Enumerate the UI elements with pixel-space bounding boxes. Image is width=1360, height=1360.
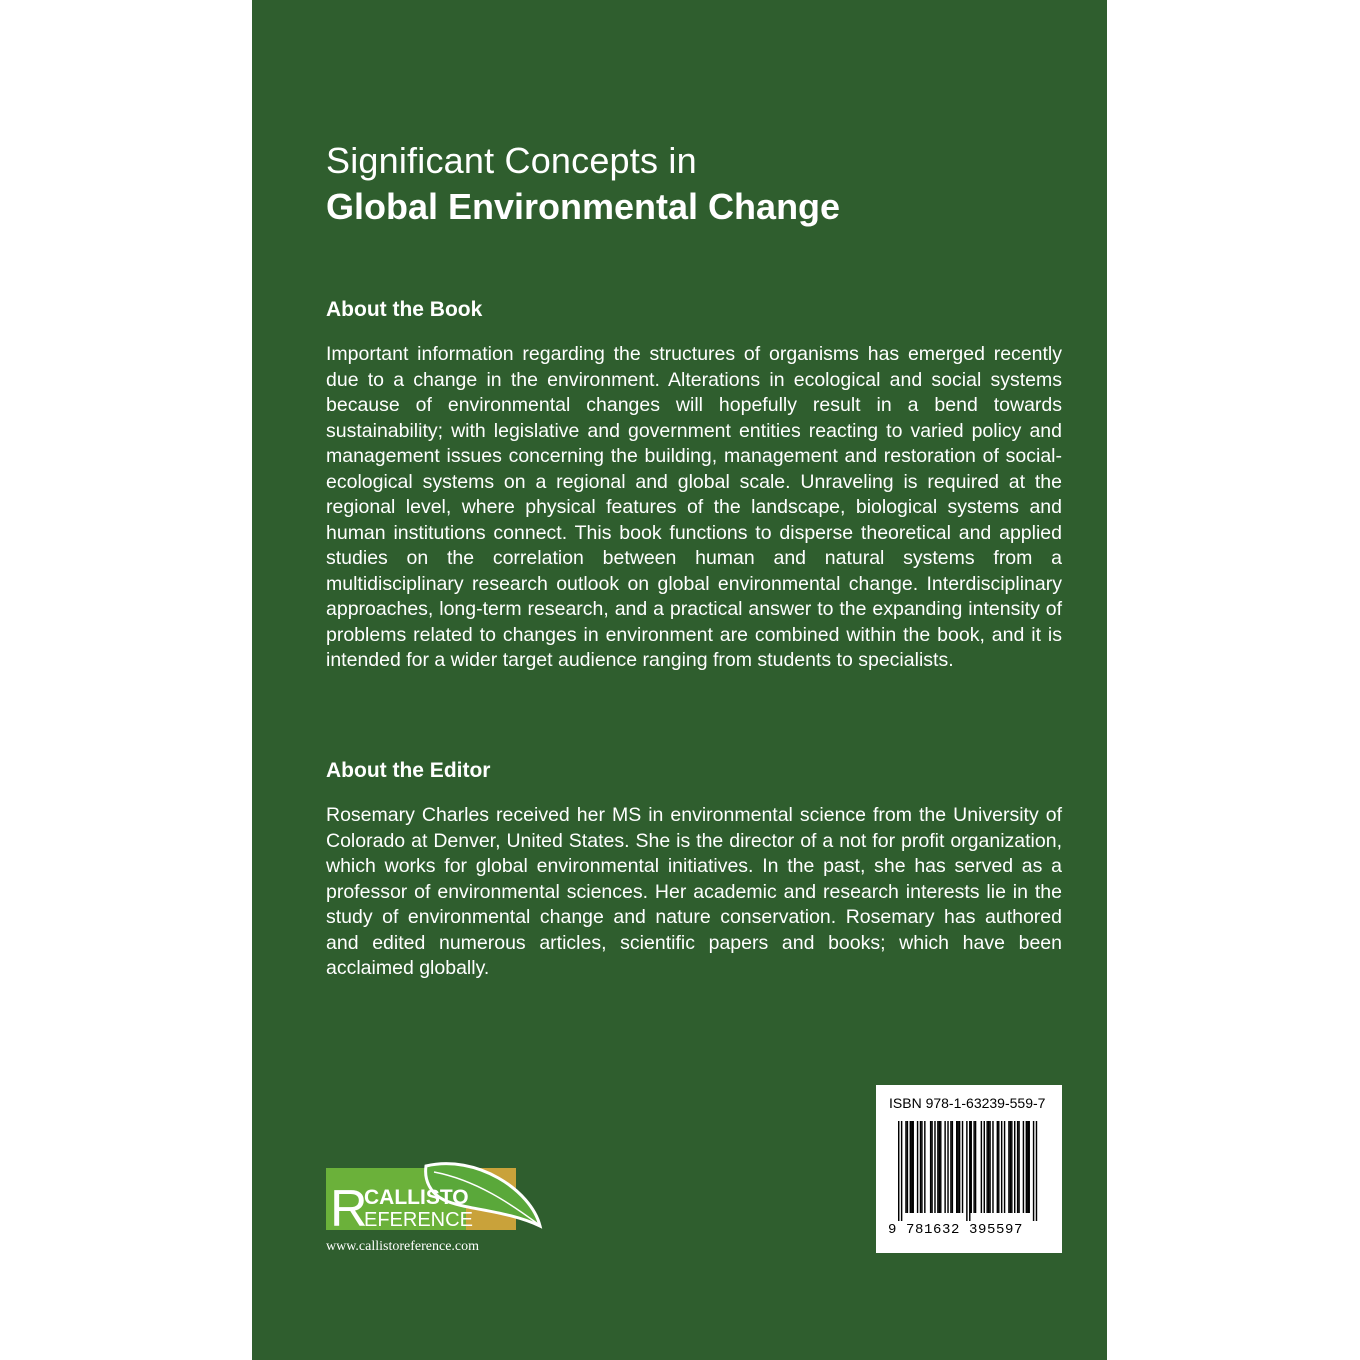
about-book-heading: About the Book [326,298,483,321]
barcode-bar [924,1121,925,1213]
barcode-bar [1026,1121,1027,1213]
barcode-bar [973,1121,974,1213]
barcode-bar [913,1121,914,1213]
barcode-bar [998,1121,999,1213]
barcode-bar [898,1121,899,1221]
barcode-bar [962,1121,963,1213]
barcode-bar [901,1121,902,1221]
barcode-digits: 9 781632 395597 [888,1222,1024,1238]
barcode-bar [930,1121,931,1213]
barcode-bar [969,1121,970,1221]
barcode-bar [989,1121,990,1213]
barcode-bar [1008,1121,1009,1213]
barcode-bar [947,1121,948,1213]
barcode-bar [1018,1121,1019,1213]
barcode-bar [1027,1121,1028,1213]
barcode-bar [984,1121,985,1213]
logo-letter: R [330,1180,368,1238]
barcode-bar [1017,1121,1018,1213]
about-book-text: Important information regarding the structures of organisms has emerged recently due to a change in the environment. Alterations in ecological and social systems because of environmental changes will hopefully result in a bend towards sustainability; with legislative and government entities reacting to varied policy and management issues concerning the building, management and restoration of social-ecological systems on a regional and global scale. Unraveling is required at the regional level, where physical features of the landscape, biological systems and human institutions connect. This book functions to disperse theoretical and applied studies on the correlation between human and natural systems from a multidisciplinary research outlook on global environmental change. Interdisciplinary approaches, long-term research, and a practical answer to the expanding intensity of problems related to changes in environment are combined within the book, and it is intended for a wider target audience ranging from students to specialists. [326,343,1062,671]
barcode-bar [907,1121,908,1213]
barcode-bar [952,1121,953,1213]
barcode-bar [940,1121,941,1213]
publisher-url: www.callistoreference.com [326,1239,480,1254]
barcode-bar [917,1121,918,1213]
barcode-bar [934,1121,935,1213]
barcode-bar [966,1121,967,1221]
barcode-bar [1001,1121,1002,1213]
barcode-bar [1010,1121,1011,1213]
barcode-bar [1033,1121,1034,1221]
about-editor-heading: About the Editor [326,759,491,782]
barcode-bar [988,1121,989,1213]
barcode-bar [986,1121,987,1213]
barcode-bar [956,1121,957,1213]
barcode-bar [957,1121,958,1213]
barcode-bar [971,1121,972,1213]
title-line-1: Significant Concepts in [326,140,697,181]
isbn-barcode-box [876,1085,1062,1253]
barcode-bar [975,1121,976,1213]
logo-word-reference: EFERENCE [364,1209,473,1231]
about-editor-text: Rosemary Charles received her MS in environmental science from the University of Colorado at Denver, United States. She is the director of a not for profit organization, which works for global environmental initiatives. In the past, she has served as a professor of environmental sciences. Her academic and research interests lie in the study of environmental change and nature conservation. Rosemary has authored and edited numerous articles, scientific papers and books; which have been acclaimed globally. [326,804,1062,979]
barcode-bar [992,1121,993,1213]
logo-word-callisto: CALLISTO [364,1186,469,1209]
barcode-bar [1036,1121,1037,1221]
barcode-bar [1014,1121,1015,1213]
barcode-bar [1023,1121,1024,1213]
barcode-bar [959,1121,960,1213]
title-line-2: Global Environmental Change [326,186,841,227]
barcode-bar [944,1121,945,1213]
barcode-bar [911,1121,912,1213]
barcode-bar [905,1121,906,1213]
barcode-bar [1029,1121,1030,1213]
barcode-bar [937,1121,938,1213]
barcode-bar [981,1121,982,1213]
barcode-bar [921,1121,922,1213]
barcode-bar [931,1121,932,1213]
barcode-bar [1011,1121,1012,1213]
barcode-bar [1004,1121,1005,1213]
barcode-bar [920,1121,921,1213]
isbn-label: ISBN 978-1-63239-559-7 [889,1095,1046,1111]
barcode-bar [939,1121,940,1213]
barcode-image [898,1121,1040,1221]
barcode-bar [950,1121,951,1213]
callisto-reference-logo [326,1160,546,1240]
barcode-bar [997,1121,998,1213]
barcode-bar [910,1121,911,1213]
